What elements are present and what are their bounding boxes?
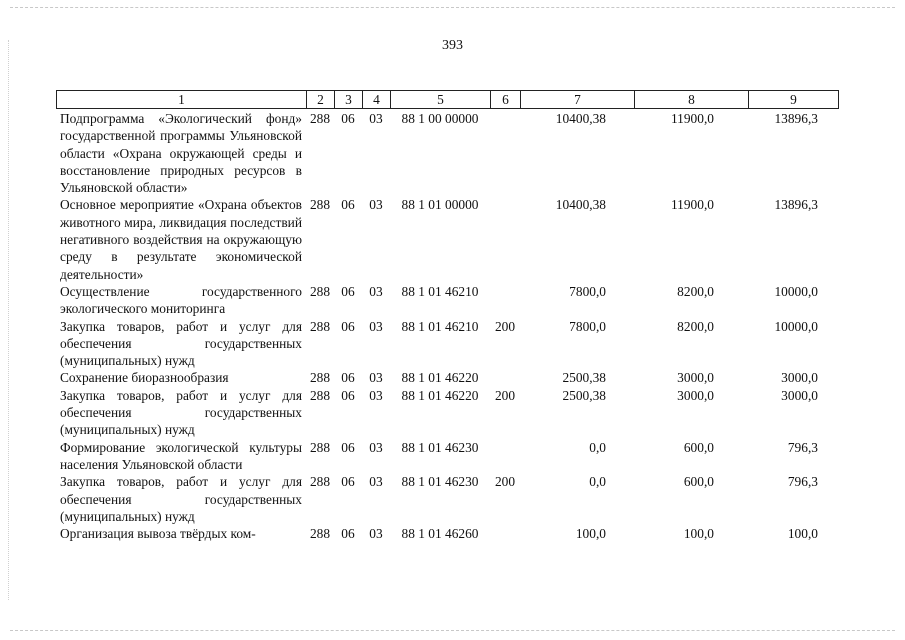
row-code-6 [490, 369, 520, 386]
row-value-8: 8200,0 [677, 283, 714, 299]
row-code-4: 03 [369, 197, 383, 213]
row-value-9: 100,0 [787, 526, 818, 542]
row-name: Сохранение биоразнообразия [60, 370, 229, 386]
header-cell: 6 [491, 91, 521, 109]
row-value-9: 796,3 [787, 439, 818, 455]
table-row [56, 525, 838, 542]
row-code-5: 88 1 01 00000 [401, 197, 479, 213]
row-code-3: 06 [341, 387, 355, 403]
row-code-4: 03 [369, 387, 383, 403]
row-code-5: 88 1 01 46220 [401, 387, 479, 403]
row-value-7: 7800,0 [569, 283, 606, 299]
row-code-2: 288 [309, 318, 331, 334]
row-code-5: 88 1 01 46230 [401, 439, 479, 455]
table-row [56, 473, 838, 525]
row-value-8: 3000,0 [677, 370, 714, 386]
row-value-9: 3000,0 [781, 387, 818, 403]
row-value-8: 100,0 [683, 526, 714, 542]
row-value-7: 100,0 [575, 526, 606, 542]
row-value-7: 2500,38 [562, 387, 606, 403]
row-value-8: 11900,0 [670, 197, 714, 213]
table-row [56, 283, 838, 318]
row-name: Закупка товаров, работ и услуг для обеспечения государственных (муниципальных) нужд [60, 474, 302, 524]
row-name: Закупка товаров, работ и услуг для обеспечения государственных (муниципальных) нужд [60, 387, 302, 438]
row-value-9: 10000,0 [774, 283, 818, 299]
table-row [56, 387, 838, 439]
page-number: 393 [442, 38, 463, 53]
header-cell: 9 [749, 91, 839, 109]
table-row [56, 110, 838, 196]
header-cell: 2 [307, 91, 335, 109]
row-code-5: 88 1 01 46220 [401, 370, 479, 386]
scan-edge-bottom [10, 630, 895, 631]
budget-table [56, 110, 838, 542]
row-code-2: 288 [309, 283, 331, 299]
row-code-4: 03 [369, 439, 383, 455]
row-value-9: 10000,0 [774, 318, 818, 334]
header-cell: 3 [335, 91, 363, 109]
row-code-3: 06 [341, 197, 355, 213]
row-name: Основное мероприятие «Охрана объектов животного мира, ликвидация последствий негативного воздействия на окружающую среду в результате экономической деятельности» [60, 197, 302, 282]
row-code-2: 288 [309, 387, 331, 403]
row-code-5: 88 1 01 46210 [401, 318, 479, 334]
table-header-row [57, 91, 839, 109]
row-value-7: 0,0 [589, 474, 606, 490]
row-value-7: 2500,38 [562, 370, 606, 386]
row-code-3: 06 [341, 474, 355, 490]
header-cell: 5 [391, 91, 491, 109]
row-code-3: 06 [341, 526, 355, 542]
row-code-2: 288 [309, 197, 331, 213]
row-code-6 [490, 196, 520, 282]
row-code-6 [490, 110, 520, 196]
row-code-4: 03 [369, 318, 383, 334]
row-code-3: 06 [341, 439, 355, 455]
row-value-7: 0,0 [589, 439, 606, 455]
row-code-4: 03 [369, 370, 383, 386]
row-value-8: 3000,0 [677, 387, 714, 403]
row-code-4: 03 [369, 474, 383, 490]
row-value-9: 13896,3 [774, 197, 818, 213]
row-code-3: 06 [341, 283, 355, 299]
row-code-5: 88 1 01 46210 [401, 283, 479, 299]
header-cell: 1 [57, 91, 307, 109]
row-code-3: 06 [341, 370, 355, 386]
row-code-6: 200 [494, 318, 516, 334]
row-code-4: 03 [369, 111, 383, 126]
row-code-6 [490, 439, 520, 474]
row-value-9: 796,3 [787, 474, 818, 490]
row-value-7: 7800,0 [569, 318, 606, 334]
row-code-3: 06 [341, 111, 355, 126]
row-code-2: 288 [309, 526, 331, 542]
header-cell: 8 [635, 91, 749, 109]
row-value-8: 600,0 [683, 439, 714, 455]
row-code-2: 288 [309, 474, 331, 490]
table-row [56, 318, 838, 370]
row-name: Формирование экологической культуры населения Ульяновской области [60, 439, 302, 472]
table-row [56, 439, 838, 474]
row-code-6: 200 [494, 474, 516, 490]
row-code-6: 200 [494, 387, 516, 403]
row-code-5: 88 1 00 00000 [401, 111, 479, 126]
row-code-2: 288 [309, 439, 331, 455]
table-row [56, 196, 838, 282]
row-value-7: 10400,38 [555, 111, 606, 126]
row-code-2: 288 [309, 111, 331, 126]
row-code-2: 288 [309, 370, 331, 386]
row-value-8: 8200,0 [677, 318, 714, 334]
header-cell: 7 [521, 91, 635, 109]
row-name: Осуществление государственного экологического мониторинга [60, 283, 302, 317]
row-code-6 [490, 525, 520, 542]
row-code-5: 88 1 01 46230 [401, 474, 479, 490]
table-header [56, 90, 839, 109]
table-row [56, 369, 838, 386]
row-code-5: 88 1 01 46260 [401, 526, 479, 542]
row-value-9: 13896,3 [774, 111, 818, 126]
row-code-4: 03 [369, 283, 383, 299]
row-value-9: 3000,0 [781, 370, 818, 386]
row-value-7: 10400,38 [555, 197, 606, 213]
row-name: Организация вывоза твёрдых ком- [60, 526, 256, 542]
header-cell: 4 [363, 91, 391, 109]
scan-edge-left [8, 40, 9, 600]
row-value-8: 600,0 [683, 474, 714, 490]
row-code-3: 06 [341, 318, 355, 334]
row-code-6 [490, 283, 520, 318]
row-value-8: 11900,0 [670, 111, 714, 126]
row-name: Подпрограмма «Экологический фонд» государственной программы Ульяновской области «Охрана окружающей среды и восстановление природных ресурсов в Ульяновской области» [60, 111, 302, 196]
scan-edge-top [10, 7, 895, 8]
row-name: Закупка товаров, работ и услуг для обеспечения государственных (муниципальных) нужд [60, 318, 302, 369]
row-code-4: 03 [369, 526, 383, 542]
